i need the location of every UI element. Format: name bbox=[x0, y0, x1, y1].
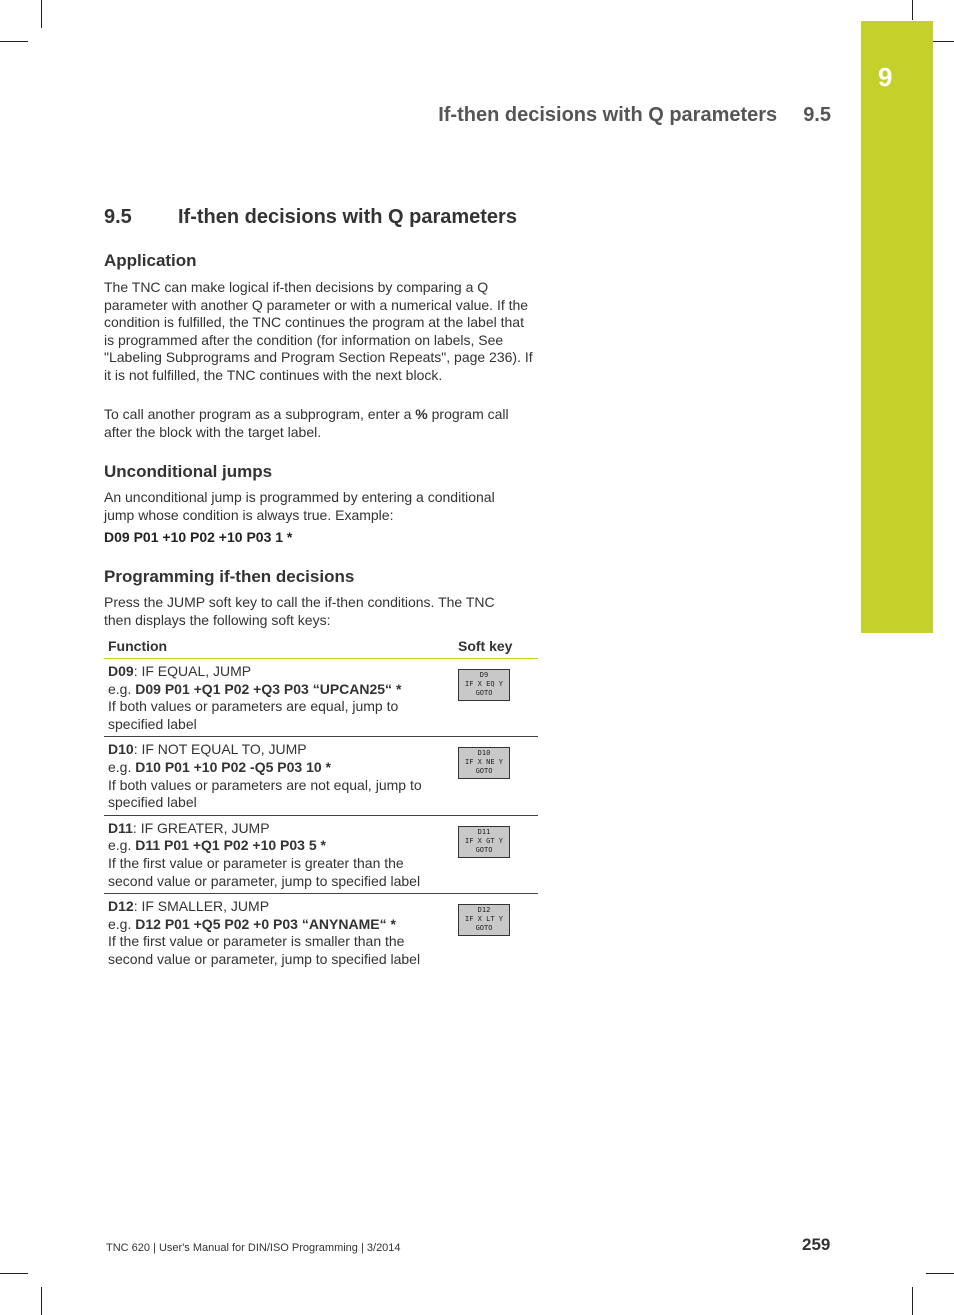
function-name: : IF GREATER, JUMP bbox=[132, 819, 270, 836]
function-name: : IF EQUAL, JUMP bbox=[133, 663, 252, 679]
function-cell bbox=[104, 737, 454, 815]
soft-key-line: IF X LT Y bbox=[465, 915, 503, 924]
soft-key-cell bbox=[454, 737, 538, 815]
programming-heading: Programming if-then decisions bbox=[104, 567, 355, 586]
soft-key-line: IF X NE Y bbox=[465, 758, 503, 767]
unconditional-paragraph: An unconditional jump is programmed by entering a conditional jump whose condition is always true. Example: bbox=[104, 489, 495, 523]
soft-key-line: D9 bbox=[479, 671, 489, 679]
soft-key-cell bbox=[454, 815, 538, 893]
soft-key-line: D12 bbox=[477, 906, 491, 915]
function-description: If both values or parameters are not equal, jump to specified label bbox=[108, 776, 422, 811]
soft-key-button[interactable] bbox=[458, 826, 510, 858]
soft-key-line: D11 bbox=[477, 827, 491, 836]
chapter-number: 9 bbox=[878, 62, 893, 92]
soft-key-button[interactable] bbox=[458, 747, 510, 779]
crop-mark bbox=[912, 1287, 913, 1315]
section-title: If-then decisions with Q parameters bbox=[178, 206, 517, 228]
page-number: 259 bbox=[802, 1235, 831, 1254]
soft-key-line: GOTO bbox=[475, 689, 493, 697]
softkey-table bbox=[104, 634, 538, 972]
function-code: D11 bbox=[108, 819, 133, 836]
eg-label: e.g. bbox=[108, 680, 136, 697]
text: program call after the block with the target label. bbox=[104, 406, 509, 440]
soft-key-button[interactable] bbox=[458, 669, 510, 701]
running-header-title: If-then decisions with Q parameters bbox=[438, 104, 778, 126]
column-header-soft-key: Soft key bbox=[454, 634, 538, 659]
eg-label: e.g. bbox=[108, 915, 136, 932]
function-cell bbox=[104, 659, 454, 737]
programming-paragraph: Press the JUMP soft key to call the if-then conditions. The TNC then displays the following soft keys: bbox=[104, 594, 495, 628]
subprogram-paragraph bbox=[104, 406, 534, 441]
function-example: D10 P01 +10 P02 -Q5 P03 10 * bbox=[135, 758, 331, 775]
unconditional-example: D09 P01 +10 P02 +10 P03 1 * bbox=[104, 529, 293, 545]
crop-mark bbox=[41, 0, 42, 28]
function-name: : IF SMALLER, JUMP bbox=[133, 898, 270, 915]
soft-key-cell bbox=[454, 894, 538, 972]
function-cell bbox=[104, 894, 454, 972]
function-cell bbox=[104, 815, 454, 893]
function-description: If the first value or parameter is greater than the second value or parameter, jump to specified label bbox=[108, 854, 421, 889]
section-heading bbox=[104, 206, 517, 229]
function-code: D12 bbox=[108, 898, 134, 915]
running-header bbox=[438, 104, 831, 127]
table-row bbox=[104, 737, 538, 815]
eg-label: e.g. bbox=[108, 758, 136, 775]
eg-label: e.g. bbox=[108, 837, 136, 854]
footer-text: TNC 620 | User's Manual for DIN/ISO Programming | 3/2014 bbox=[106, 1242, 401, 1254]
application-heading: Application bbox=[104, 251, 197, 270]
function-description: If both values or parameters are equal, jump to specified label bbox=[108, 698, 399, 732]
crop-mark bbox=[0, 41, 28, 42]
soft-key-line: GOTO bbox=[475, 924, 493, 933]
soft-key-line: GOTO bbox=[475, 767, 493, 776]
soft-key-cell bbox=[454, 659, 538, 737]
column-header-function: Function bbox=[104, 634, 454, 659]
table-row bbox=[104, 894, 538, 972]
percent-symbol: % bbox=[415, 406, 428, 422]
soft-key-button[interactable] bbox=[458, 904, 510, 936]
function-example: D12 P01 +Q5 P02 +0 P03 “ANYNAME“ * bbox=[135, 915, 396, 932]
soft-key-line: IF X GT Y bbox=[465, 836, 503, 845]
soft-key-line: GOTO bbox=[475, 845, 493, 854]
unconditional-heading: Unconditional jumps bbox=[104, 462, 273, 481]
chapter-tab bbox=[861, 21, 933, 633]
crop-mark bbox=[926, 1273, 954, 1274]
crop-mark bbox=[41, 1287, 42, 1315]
function-code: D10 bbox=[108, 741, 134, 758]
function-example: D11 P01 +Q1 P02 +10 P03 5 * bbox=[135, 837, 326, 854]
section-number: 9.5 bbox=[104, 206, 132, 228]
crop-mark bbox=[912, 0, 913, 20]
function-code: D09 bbox=[108, 663, 134, 679]
table-row bbox=[104, 815, 538, 893]
crop-mark bbox=[0, 1273, 28, 1274]
function-description: If the first value or parameter is smaller than the second value or parameter, jump to specified label bbox=[108, 933, 421, 967]
table-row bbox=[104, 659, 538, 737]
soft-key-line: D10 bbox=[477, 749, 491, 758]
text: To call another program as a subprogram, enter a bbox=[104, 406, 416, 422]
function-example: D09 P01 +Q1 P02 +Q3 P03 “UPCAN25“ * bbox=[135, 680, 402, 697]
function-name: : IF NOT EQUAL TO, JUMP bbox=[133, 741, 307, 758]
soft-key-line: IF X EQ Y bbox=[465, 680, 503, 688]
running-header-section: 9.5 bbox=[803, 104, 831, 126]
application-paragraph: The TNC can make logical if-then decisions by comparing a Q parameter with another Q parameter or with a numerical value. If the condition is fulfilled, the TNC continues the program at the label that is programmed after the condition (for information on labels, See "Labeling Subprograms and Program Section Repeats", page 236). If it is not fulfilled, the TNC continues with the next block. bbox=[104, 279, 533, 383]
